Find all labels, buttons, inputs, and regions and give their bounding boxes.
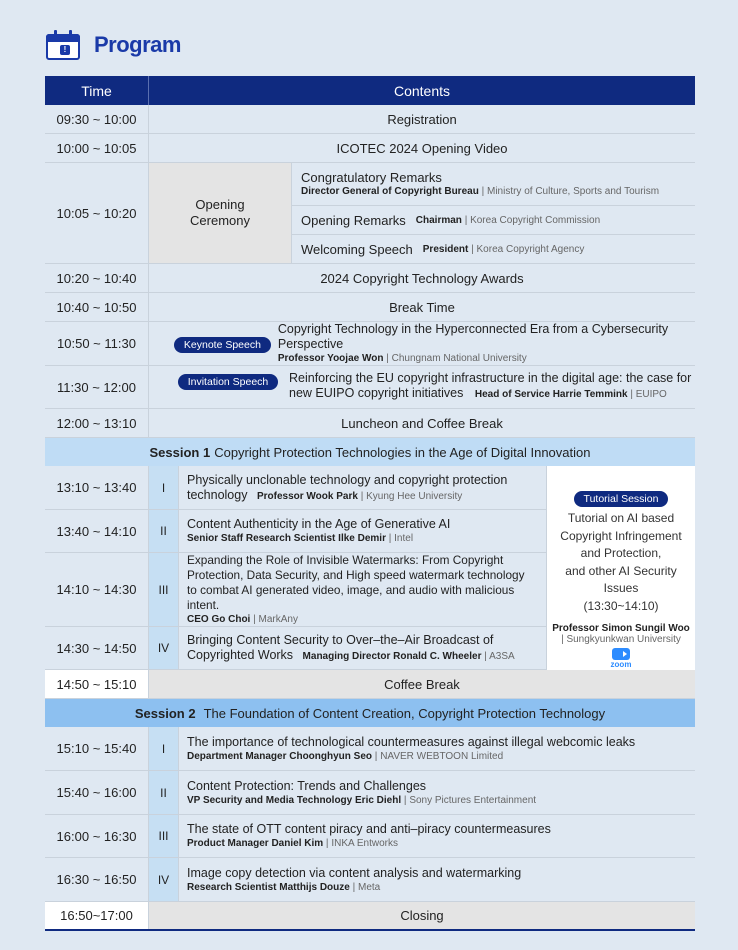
talk-title: Bringing Content Security to Over–the–Air Broadcast of bbox=[187, 633, 494, 647]
session2-num: Session 2 bbox=[134, 705, 196, 721]
talk-affil: NAVER WEBTOON Limited bbox=[380, 750, 504, 762]
row-label: 2024 Copyright Technology Awards bbox=[320, 270, 524, 286]
talk-speaker: Senior Staff Research Scientist Ilke Demir bbox=[187, 533, 386, 544]
talk-speaker: CEO Go Choi bbox=[187, 614, 251, 625]
row-time: 14:50 ~ 15:10 bbox=[45, 670, 149, 698]
tutorial-line-5: (13:30~14:10) bbox=[583, 598, 659, 613]
keynote-row bbox=[45, 322, 695, 366]
talk-content: The state of OTT content piracy and anti–piracy countermeasures Product Manager Daniel Kim | INKA Entworks bbox=[187, 822, 551, 849]
session2-title: The Foundation of Content Creation, Copyright Protection Technology bbox=[203, 705, 606, 721]
page-header bbox=[46, 28, 181, 62]
welcoming-speech: Welcoming Speech President | Korea Copyright Agency bbox=[301, 242, 585, 257]
header-time: Time bbox=[45, 76, 149, 105]
talk-title-3: to combat AI generated video, image, and audio with malicious intent. bbox=[187, 583, 515, 612]
talk-title-2: Protection, Data Security, and High speed watermark technology bbox=[187, 568, 525, 582]
talk-speaker: Professor Wook Park bbox=[256, 490, 358, 502]
talk-affil: Kyung Hee University bbox=[366, 490, 463, 502]
row-time: 11:30 ~ 12:00 bbox=[45, 366, 149, 408]
talk-num: II bbox=[149, 771, 179, 814]
opening-remarks: Opening Remarks Chairman | Korea Copyright Commission bbox=[292, 206, 695, 235]
row-time: 10:50 ~ 11:30 bbox=[45, 322, 149, 365]
invitation-title-2: new EUIPO copyright initiatives bbox=[289, 386, 464, 400]
row-time: 10:40 ~ 10:50 bbox=[45, 293, 149, 321]
row-label: Closing bbox=[400, 908, 444, 923]
talk-affil: Intel bbox=[394, 533, 414, 544]
welcome-title: Welcoming Speech bbox=[301, 242, 413, 257]
row-label: Coffee Break bbox=[384, 676, 460, 692]
talk-num: I bbox=[149, 466, 179, 509]
table-row bbox=[45, 134, 695, 163]
page-title: Program bbox=[94, 32, 181, 57]
session2-header bbox=[45, 699, 695, 727]
tutorial-badge: Tutorial Session bbox=[574, 491, 669, 507]
session1-num: Session 1 bbox=[149, 444, 211, 460]
row-time: 12:00 ~ 13:10 bbox=[45, 409, 149, 437]
table-row bbox=[45, 815, 695, 858]
talk-content: Image copy detection via content analysis and watermarking Research Scientist Matthijs Douze | Meta bbox=[187, 865, 522, 893]
talk-num: III bbox=[149, 553, 179, 626]
talk-content: Bringing Content Security to Over–the–Air Broadcast of Copyrighted Works Managing Director Ronald C. Wheeler | A3SA bbox=[187, 633, 515, 662]
talk-title-2: technology bbox=[187, 487, 248, 502]
table-row bbox=[45, 409, 695, 438]
welcome-affil: Korea Copyright Agency bbox=[476, 244, 585, 255]
talk-affil: A3SA bbox=[489, 651, 515, 662]
table-row bbox=[45, 670, 695, 699]
tutorial-affil: | Sungkyunkwan University bbox=[561, 634, 681, 645]
talk-speaker: VP Security and Media Technology Eric Diehl bbox=[187, 794, 402, 806]
row-time: 09:30 ~ 10:00 bbox=[45, 105, 149, 133]
row-time: 16:50~17:00 bbox=[45, 902, 149, 929]
row-time: 16:00 ~ 16:30 bbox=[45, 815, 149, 857]
row-time: 10:20 ~ 10:40 bbox=[45, 264, 149, 292]
row-label: Break Time bbox=[389, 299, 455, 315]
session1-title: Copyright Protection Technologies in the Age of Digital Innovation bbox=[214, 444, 591, 460]
tutorial-line-1: Tutorial on AI based bbox=[567, 511, 675, 525]
talk-title: Expanding the Role of Invisible Watermarks: From Copyright bbox=[187, 553, 504, 567]
session1-header bbox=[45, 438, 695, 466]
row-time: 15:40 ~ 16:00 bbox=[45, 771, 149, 814]
talk-title: Physically unclonable technology and copyright protection bbox=[187, 472, 508, 487]
opening-ceremony-row bbox=[45, 163, 695, 264]
table-row bbox=[45, 105, 695, 134]
tutorial-line-4: and other AI Security Issues bbox=[565, 563, 677, 595]
invitation-content: Invitation Speech Reinforcing the EU copyright infrastructure in the digital age: the case for new EUIPO copyright initiatives Head of Service Harrie Temmink | EUIPO bbox=[149, 366, 695, 408]
row-time: 14:10 ~ 14:30 bbox=[45, 553, 149, 626]
congratulatory-remarks: Congratulatory Remarks Director General of Copyright Bureau | Ministry of Culture, Sports and Tourism bbox=[292, 163, 695, 206]
zoom-icon bbox=[612, 648, 630, 660]
zoom-label: zoom bbox=[610, 660, 632, 669]
talk-num: IV bbox=[149, 858, 179, 901]
talk-content: Expanding the Role of Invisible Watermarks: From Copyright Protection, Data Security, and High speed watermark technology to combat AI generated video, image, and audio with malicious intent. CEO Go Choi | MarkAny bbox=[179, 553, 546, 626]
table-row bbox=[45, 293, 695, 322]
keynote-title: Copyright Technology in the Hyperconnected Era from a Cybersecurity Perspective bbox=[277, 322, 669, 351]
talk-num: III bbox=[149, 815, 179, 857]
row-time: 14:30 ~ 14:50 bbox=[45, 627, 149, 669]
talk-num: II bbox=[149, 510, 179, 552]
row-time: 15:10 ~ 15:40 bbox=[45, 727, 149, 770]
row-time: 10:00 ~ 10:05 bbox=[45, 134, 149, 162]
tutorial-line-2: Copyright Infringement bbox=[560, 528, 682, 543]
row-time: 16:30 ~ 16:50 bbox=[45, 858, 149, 901]
calendar-icon: ! bbox=[46, 30, 80, 60]
invitation-affil: EUIPO bbox=[635, 389, 667, 400]
table-row bbox=[45, 771, 695, 815]
invitation-speaker: Head of Service Harrie Temmink bbox=[474, 389, 628, 400]
congrat-speaker: Director General of Copyright Bureau bbox=[301, 186, 479, 197]
table-row bbox=[45, 727, 695, 771]
table-header bbox=[45, 76, 695, 105]
keynote-content: Keynote Speech Copyright Technology in the Hyperconnected Era from a Cybersecurity Perspective Professor Yoojae Won | Chungnam National University bbox=[149, 322, 695, 365]
tutorial-speaker: Professor Simon Sungil Woo bbox=[552, 623, 690, 634]
keynote-affil: Chungnam National University bbox=[391, 353, 527, 364]
talk-title: The importance of technological countermeasures against illegal webcomic leaks bbox=[187, 734, 636, 749]
table-row bbox=[45, 902, 695, 931]
talk-title: Content Protection: Trends and Challenges bbox=[187, 778, 427, 793]
welcome-speaker: President bbox=[422, 244, 469, 255]
talk-affil: Sony Pictures Entertainment bbox=[409, 794, 537, 806]
talk-num: IV bbox=[149, 627, 179, 669]
talk-affil: INKA Entworks bbox=[331, 838, 399, 849]
talk-affil: Meta bbox=[358, 881, 381, 893]
table-row bbox=[45, 858, 695, 902]
table-row bbox=[45, 264, 695, 293]
tutorial-panel bbox=[546, 466, 695, 670]
talk-content: Content Protection: Trends and Challenges VP Security and Media Technology Eric Diehl | Sony Pictures Entertainment bbox=[187, 778, 537, 806]
talk-num: I bbox=[149, 727, 179, 770]
talk-content: Physically unclonable technology and copyright protection technology Professor Wook Park | Kyung Hee University bbox=[187, 472, 508, 502]
congrat-title: Congratulatory Remarks bbox=[301, 170, 442, 185]
invitation-title-1: Reinforcing the EU copyright infrastructure in the digital age: the case for bbox=[289, 371, 692, 385]
invitation-badge: Invitation Speech bbox=[178, 374, 279, 390]
talk-title: Content Authenticity in the Age of Generative AI bbox=[187, 517, 451, 531]
talk-speaker: Managing Director Ronald C. Wheeler bbox=[302, 651, 482, 662]
header-contents: Contents bbox=[393, 82, 451, 99]
tutorial-line-3: and Protection, bbox=[580, 546, 662, 560]
talk-title-2: Copyrighted Works bbox=[187, 648, 294, 662]
row-time: 10:05 ~ 10:20 bbox=[45, 163, 149, 263]
talk-content: Content Authenticity in the Age of Generative AI Senior Staff Research Scientist Ilke Demir | Intel bbox=[187, 517, 451, 544]
talk-content: The importance of technological countermeasures against illegal webcomic leaks Department Manager Choonghyun Seo | NAVER WEBTOON Limited bbox=[187, 734, 636, 762]
keynote-badge: Keynote Speech bbox=[174, 337, 271, 353]
row-label: Luncheon and Coffee Break bbox=[341, 415, 503, 431]
row-time: 13:10 ~ 13:40 bbox=[45, 466, 149, 509]
keynote-speaker: Professor Yoojae Won bbox=[277, 353, 384, 364]
remarks-title: Opening Remarks bbox=[301, 212, 406, 228]
talk-speaker: Research Scientist Matthijs Douze bbox=[187, 881, 350, 893]
talk-speaker: Product Manager Daniel Kim bbox=[187, 838, 324, 849]
talk-affil: MarkAny bbox=[258, 614, 298, 625]
talk-title: Image copy detection via content analysis and watermarking bbox=[187, 865, 522, 880]
row-time: 13:40 ~ 14:10 bbox=[45, 510, 149, 552]
remarks-speaker: Chairman bbox=[415, 214, 462, 226]
row-label: ICOTEC 2024 Opening Video bbox=[336, 140, 508, 156]
talk-speaker: Department Manager Choonghyun Seo bbox=[187, 750, 373, 762]
talk-title: The state of OTT content piracy and anti–piracy countermeasures bbox=[187, 822, 551, 836]
congrat-affil: Ministry of Culture, Sports and Tourism bbox=[486, 186, 660, 197]
opening-ceremony-label: Opening Ceremony bbox=[149, 163, 292, 263]
invitation-row bbox=[45, 366, 695, 409]
remarks-affil: Korea Copyright Commission bbox=[470, 214, 601, 226]
row-label: Registration bbox=[387, 111, 457, 127]
